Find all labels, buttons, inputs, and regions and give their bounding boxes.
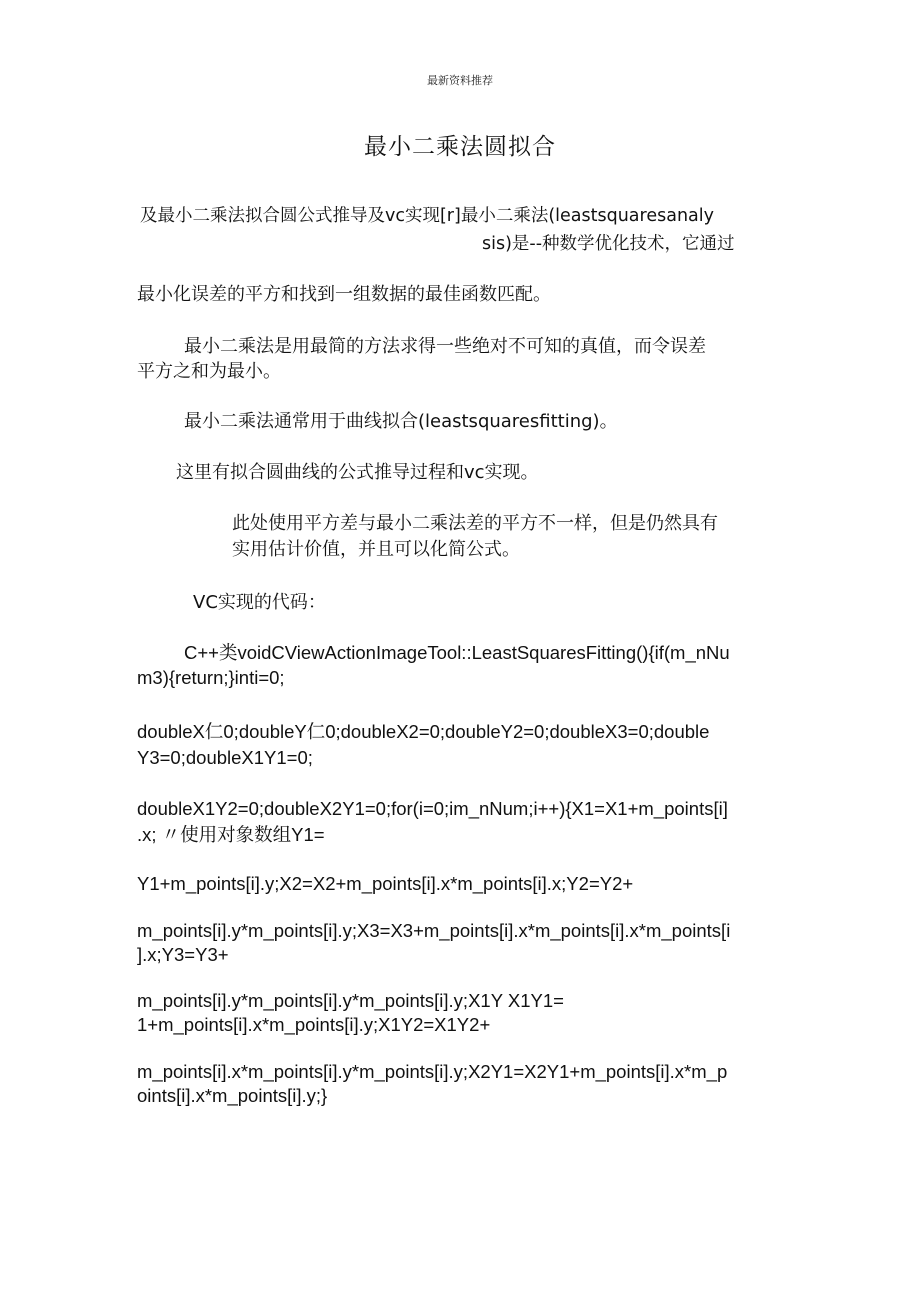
code-line-5a: m_points[i].y*m_points[i].y;X3=X3+m_points[i].x*m_points[i].x*m_points[i (137, 920, 731, 941)
intro-line-2: sis)是--种数学优化技术，它通过 (482, 234, 735, 254)
code-line-6a: m_points[i].y*m_points[i].y*m_points[i].y;X1Y X1Y1= (137, 990, 564, 1011)
intro-line-3: 最小化误差的平方和找到一组数据的最佳函数匹配。 (137, 284, 551, 305)
note-line-2: 实用估计价值，并且可以化简公式。 (232, 539, 520, 560)
code-line-6b: 1+m_points[i].x*m_points[i].y;X1Y2=X1Y2+ (137, 1014, 491, 1035)
code-line-7b: oints[i].x*m_points[i].y;} (137, 1085, 328, 1106)
code-line-1a: C++类voidCViewActionImageTool::LeastSquaresFitting(){if(m_nNu (184, 642, 730, 663)
page-header: 最新资料推荐 (427, 74, 493, 87)
code-line-7a: m_points[i].x*m_points[i].y*m_points[i].y;X2Y1=X2Y1+m_points[i].x*m_p (137, 1061, 728, 1082)
paragraph-2-line-2: 平方之和为最小。 (137, 361, 281, 382)
code-line-4: Y1+m_points[i].y;X2=X2+m_points[i].x*m_points[i].x;Y2=Y2+ (137, 873, 634, 894)
code-line-5b: ].x;Y3=Y3+ (137, 944, 229, 965)
code-heading: VC实现的代码： (193, 592, 326, 613)
paragraph-3: 最小二乘法通常用于曲线拟合(leastsquaresfitting)。 (184, 411, 618, 432)
paragraph-2-line-1: 最小二乘法是用最简的方法求得一些绝对不可知的真值，而令误差 (184, 336, 706, 357)
code-line-2b: Y3=0;doubleX1Y1=0; (137, 747, 313, 768)
code-line-1b: m3){return;}inti=0; (137, 667, 285, 688)
document-title: 最小二乘法圆拟合 (364, 134, 556, 160)
code-line-2a: doubleX仁0;doubleY仁0;doubleX2=0;doubleY2=0;doubleX3=0;double (137, 721, 710, 742)
intro-line-1: 及最小二乘法拟合圆公式推导及vc实现[r]最小二乘法(leastsquaresanaly (140, 206, 714, 226)
code-line-3b: .x; 〃使用对象数组Y1= (137, 824, 325, 845)
paragraph-4: 这里有拟合圆曲线的公式推导过程和vc实现。 (176, 462, 539, 483)
note-line-1: 此处使用平方差与最小二乘法差的平方不一样，但是仍然具有 (232, 513, 718, 534)
code-line-3a: doubleX1Y2=0;doubleX2Y1=0;for(i=0;im_nNum;i++){X1=X1+m_points[i] (137, 798, 728, 819)
